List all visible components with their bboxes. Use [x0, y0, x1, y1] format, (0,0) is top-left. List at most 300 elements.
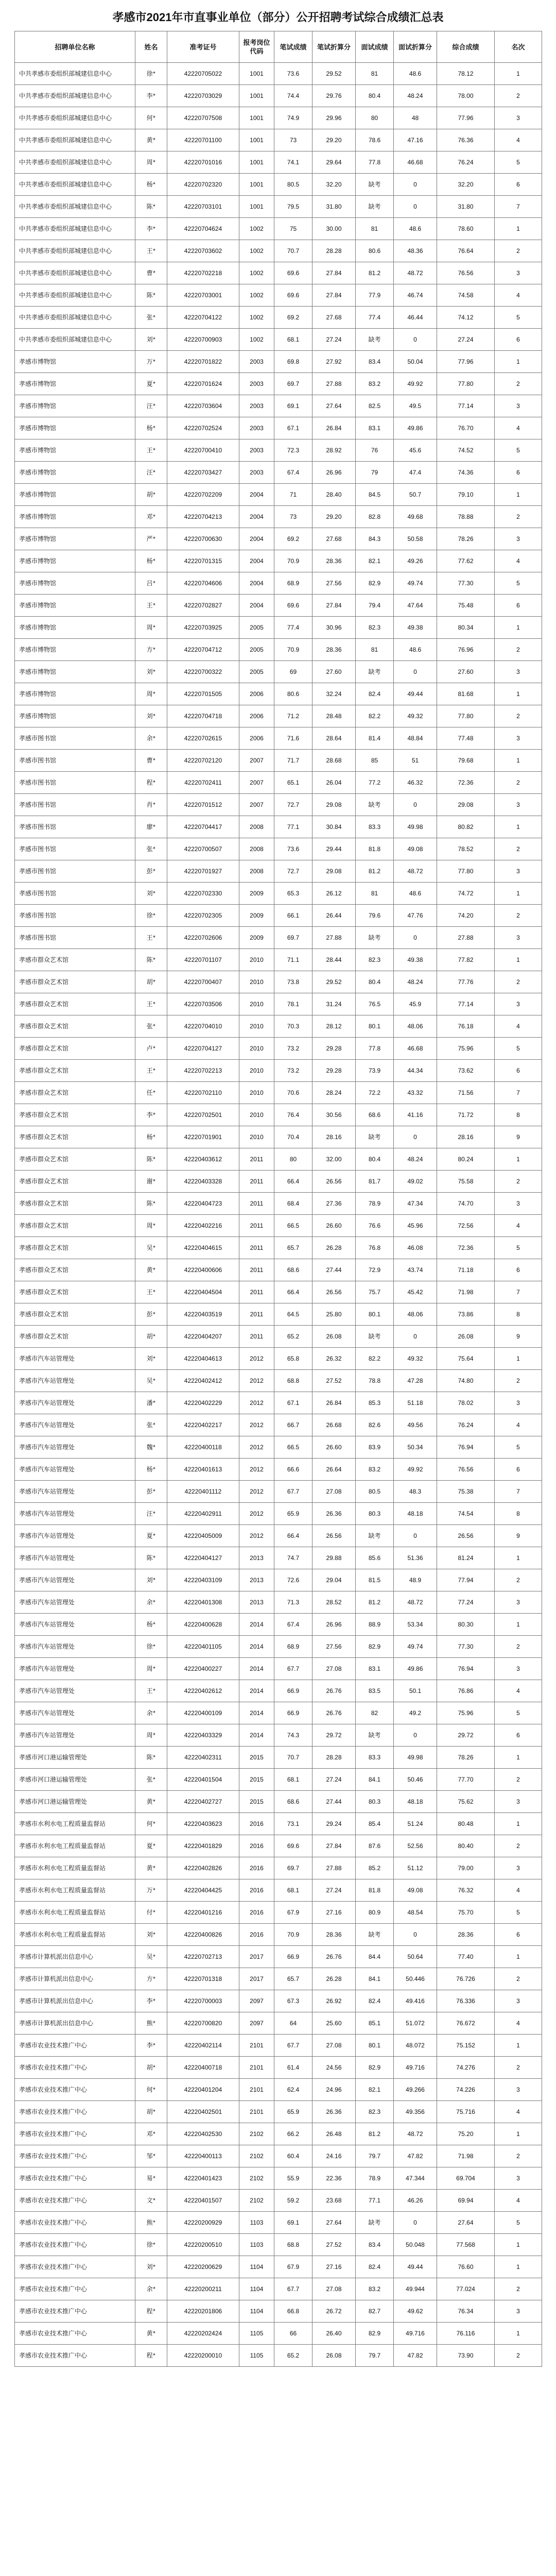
cell-name: 杨*: [135, 550, 167, 572]
cell-written-conv: 26.48: [312, 2123, 356, 2145]
cell-written-conv: 26.56: [312, 1281, 356, 1303]
cell-name: 熊*: [135, 2012, 167, 2035]
cell-total: 76.34: [437, 2300, 495, 2323]
cell-interview-conv: 49.38: [394, 617, 437, 639]
cell-interview: 78.8: [356, 1370, 394, 1392]
cell-interview-conv: 49.5: [394, 395, 437, 417]
cell-ticket: 42220401105: [167, 1636, 239, 1658]
cell-code: 2011: [239, 1193, 274, 1215]
cell-total: 81.24: [437, 1547, 495, 1569]
cell-interview: 77.4: [356, 307, 394, 329]
cell-rank: 4: [495, 1414, 542, 1436]
table-row: [15, 971, 542, 993]
cell-interview: 75.7: [356, 1281, 394, 1303]
cell-code: 2013: [239, 1547, 274, 1569]
cell-written: 80.6: [274, 683, 312, 705]
cell-ticket: 42220401504: [167, 1769, 239, 1791]
cell-code: 2011: [239, 1281, 274, 1303]
cell-total: 80.40: [437, 1835, 495, 1857]
cell-name: 周*: [135, 1724, 167, 1747]
cell-rank: 6: [495, 329, 542, 351]
cell-name: 邓*: [135, 2123, 167, 2145]
table-row: [15, 750, 542, 772]
cell-total: 28.16: [437, 1126, 495, 1148]
cell-interview-conv: 50.7: [394, 484, 437, 506]
cell-code: 2005: [239, 617, 274, 639]
cell-unit: 孝感市群众艺术馆: [15, 1015, 135, 1038]
cell-ticket: 42220402216: [167, 1215, 239, 1237]
cell-unit: 孝感市农业技术推广中心: [15, 2035, 135, 2057]
cell-written-conv: 27.08: [312, 1658, 356, 1680]
table-row: [15, 2101, 542, 2123]
table-row: [15, 1148, 542, 1171]
cell-ticket: 42220402114: [167, 2035, 239, 2057]
table-row: [15, 2057, 542, 2079]
table-row: [15, 262, 542, 284]
cell-total: 71.98: [437, 2145, 495, 2167]
cell-unit: 孝感市农业技术推广中心: [15, 2212, 135, 2234]
cell-interview-conv: 48.6: [394, 218, 437, 240]
cell-unit: 孝感市河口港运输管理处: [15, 1769, 135, 1791]
cell-interview: 82.9: [356, 1636, 394, 1658]
cell-rank: 3: [495, 1791, 542, 1813]
cell-rank: 7: [495, 196, 542, 218]
cell-written: 66.7: [274, 1414, 312, 1436]
table-row: [15, 1171, 542, 1193]
cell-rank: 2: [495, 2057, 542, 2079]
cell-written-conv: 28.36: [312, 1924, 356, 1946]
cell-name: 余*: [135, 727, 167, 750]
cell-written: 65.1: [274, 772, 312, 794]
cell-interview: 84.4: [356, 1946, 394, 1968]
cell-rank: 1: [495, 816, 542, 838]
cell-interview-conv: 49.32: [394, 1348, 437, 1370]
cell-ticket: 42220701318: [167, 1968, 239, 1990]
cell-rank: 7: [495, 1481, 542, 1503]
cell-total: 78.12: [437, 63, 495, 85]
cell-interview-conv: 49.86: [394, 417, 437, 439]
cell-written-conv: 27.24: [312, 1879, 356, 1902]
cell-unit: 孝感市计算机派出信息中心: [15, 1946, 135, 1968]
cell-unit: 孝感市博物馆: [15, 395, 135, 417]
cell-ticket: 42220404207: [167, 1326, 239, 1348]
cell-name: 杨*: [135, 174, 167, 196]
cell-total: 75.62: [437, 1791, 495, 1813]
cell-interview-conv: 49.92: [394, 373, 437, 395]
cell-interview-conv: 41.16: [394, 1104, 437, 1126]
cell-unit: 中共孝感市委组织部城建信息中心: [15, 196, 135, 218]
cell-interview-conv: 49.38: [394, 949, 437, 971]
cell-name: 彭*: [135, 860, 167, 883]
cell-interview: 81.8: [356, 838, 394, 860]
cell-interview-conv: 0: [394, 196, 437, 218]
cell-rank: 2: [495, 2345, 542, 2367]
cell-written-conv: 27.44: [312, 1791, 356, 1813]
cell-total: 76.56: [437, 262, 495, 284]
cell-written-conv: 27.88: [312, 927, 356, 949]
cell-total: 75.716: [437, 2101, 495, 2123]
cell-ticket: 42220401507: [167, 2190, 239, 2212]
cell-total: 29.08: [437, 794, 495, 816]
cell-name: 余*: [135, 1702, 167, 1724]
cell-written-conv: 26.56: [312, 1525, 356, 1547]
cell-interview: 83.2: [356, 373, 394, 395]
cell-interview: 84.1: [356, 1769, 394, 1791]
cell-rank: 4: [495, 129, 542, 151]
cell-interview: 82.4: [356, 1990, 394, 2012]
cell-written-conv: 26.76: [312, 1946, 356, 1968]
cell-rank: 3: [495, 107, 542, 129]
cell-written-conv: 27.24: [312, 329, 356, 351]
cell-written: 70.4: [274, 1126, 312, 1148]
cell-name: 杨*: [135, 417, 167, 439]
cell-written: 67.7: [274, 1481, 312, 1503]
cell-total: 76.116: [437, 2323, 495, 2345]
cell-written: 62.4: [274, 2079, 312, 2101]
cell-ticket: 42220701505: [167, 683, 239, 705]
table-row: [15, 1702, 542, 1724]
cell-written-conv: 32.20: [312, 174, 356, 196]
cell-written-conv: 26.08: [312, 1326, 356, 1348]
cell-name: 程*: [135, 2300, 167, 2323]
cell-total: 72.36: [437, 772, 495, 794]
cell-written-conv: 28.16: [312, 1126, 356, 1148]
table-row: [15, 838, 542, 860]
cell-written-conv: 26.64: [312, 1459, 356, 1481]
cell-written: 74.7: [274, 1547, 312, 1569]
cell-rank: 3: [495, 528, 542, 550]
cell-rank: 1: [495, 2123, 542, 2145]
cell-name: 陈*: [135, 1547, 167, 1569]
cell-total: 77.80: [437, 705, 495, 727]
cell-total: 73.62: [437, 1060, 495, 1082]
cell-written: 65.9: [274, 2101, 312, 2123]
cell-rank: 4: [495, 1680, 542, 1702]
cell-unit: 孝感市水利水电工程质量监督站: [15, 1813, 135, 1835]
cell-name: 彭*: [135, 1481, 167, 1503]
cell-written: 65.2: [274, 2345, 312, 2367]
table-row: [15, 1414, 542, 1436]
cell-ticket: 42220704624: [167, 218, 239, 240]
cell-unit: 孝感市水利水电工程质量监督站: [15, 1857, 135, 1879]
cell-unit: 孝感市博物馆: [15, 595, 135, 617]
cell-code: 2014: [239, 1636, 274, 1658]
cell-interview-conv: 51.18: [394, 1392, 437, 1414]
cell-rank: 1: [495, 949, 542, 971]
cell-interview: 83.1: [356, 1658, 394, 1680]
cell-written-conv: 26.68: [312, 1414, 356, 1436]
cell-written: 70.7: [274, 240, 312, 262]
cell-written-conv: 27.52: [312, 2234, 356, 2256]
cell-name: 李*: [135, 1990, 167, 2012]
col-header-code: 报考岗位代码: [239, 31, 274, 63]
cell-name: 万*: [135, 1879, 167, 1902]
cell-name: 王*: [135, 993, 167, 1015]
table-row: [15, 2145, 542, 2167]
cell-written-conv: 26.56: [312, 1171, 356, 1193]
cell-unit: 孝感市图书馆: [15, 727, 135, 750]
cell-unit: 中共孝感市委组织部城建信息中心: [15, 307, 135, 329]
cell-rank: 7: [495, 1281, 542, 1303]
cell-total: 77.80: [437, 860, 495, 883]
cell-written: 69.6: [274, 284, 312, 307]
cell-total: 77.24: [437, 1591, 495, 1614]
cell-unit: 孝感市汽车站管理处: [15, 1658, 135, 1680]
cell-interview: 缺考: [356, 1326, 394, 1348]
cell-written-conv: 27.56: [312, 1636, 356, 1658]
table-row: [15, 617, 542, 639]
cell-code: 2004: [239, 572, 274, 595]
cell-code: 2006: [239, 727, 274, 750]
cell-rank: 1: [495, 750, 542, 772]
cell-written: 72.7: [274, 860, 312, 883]
cell-ticket: 42220702501: [167, 1104, 239, 1126]
cell-code: 2101: [239, 2101, 274, 2123]
table-row: [15, 1968, 542, 1990]
cell-name: 黄*: [135, 1259, 167, 1281]
cell-interview: 84.3: [356, 528, 394, 550]
cell-total: 75.96: [437, 1702, 495, 1724]
cell-name: 王*: [135, 439, 167, 462]
cell-rank: 2: [495, 1769, 542, 1791]
cell-rank: 4: [495, 550, 542, 572]
cell-interview-conv: 45.6: [394, 439, 437, 462]
cell-total: 77.96: [437, 107, 495, 129]
cell-interview: 85.1: [356, 2012, 394, 2035]
cell-written-conv: 27.08: [312, 2278, 356, 2300]
cell-unit: 孝感市汽车站管理处: [15, 1702, 135, 1724]
cell-name: 陈*: [135, 284, 167, 307]
cell-interview-conv: 49.98: [394, 816, 437, 838]
cell-written: 65.8: [274, 1348, 312, 1370]
cell-rank: 5: [495, 1702, 542, 1724]
cell-rank: 5: [495, 439, 542, 462]
cell-unit: 孝感市汽车站管理处: [15, 1680, 135, 1702]
cell-name: 程*: [135, 772, 167, 794]
table-row: [15, 1747, 542, 1769]
cell-ticket: 42220400628: [167, 1614, 239, 1636]
cell-ticket: 42220702218: [167, 262, 239, 284]
cell-unit: 孝感市农业技术推广中心: [15, 2323, 135, 2345]
cell-interview-conv: 48.072: [394, 2035, 437, 2057]
cell-written-conv: 28.64: [312, 727, 356, 750]
cell-interview-conv: 49.416: [394, 1990, 437, 2012]
cell-interview: 83.9: [356, 1436, 394, 1459]
col-header-written-conv: 笔试折算分: [312, 31, 356, 63]
table-row: [15, 351, 542, 373]
cell-interview: 83.3: [356, 816, 394, 838]
cell-written-conv: 26.60: [312, 1436, 356, 1459]
cell-written-conv: 28.12: [312, 1015, 356, 1038]
cell-name: 张*: [135, 1769, 167, 1791]
cell-code: 2009: [239, 927, 274, 949]
cell-name: 谢*: [135, 1171, 167, 1193]
table-row: [15, 2079, 542, 2101]
cell-name: 周*: [135, 683, 167, 705]
cell-unit: 中共孝感市委组织部城建信息中心: [15, 262, 135, 284]
cell-written: 66.4: [274, 1171, 312, 1193]
cell-total: 76.70: [437, 417, 495, 439]
cell-written: 67.4: [274, 462, 312, 484]
table-row: [15, 462, 542, 484]
cell-code: 2102: [239, 2123, 274, 2145]
table-row: [15, 1392, 542, 1414]
table-row: [15, 1060, 542, 1082]
cell-interview: 72.2: [356, 1082, 394, 1104]
cell-ticket: 42220702615: [167, 727, 239, 750]
cell-name: 王*: [135, 1281, 167, 1303]
table-row: [15, 307, 542, 329]
cell-written-conv: 29.96: [312, 107, 356, 129]
cell-interview: 83.5: [356, 1680, 394, 1702]
table-row: [15, 85, 542, 107]
cell-written: 73.6: [274, 63, 312, 85]
cell-ticket: 42220701822: [167, 351, 239, 373]
cell-interview: 76.6: [356, 1215, 394, 1237]
cell-total: 79.10: [437, 484, 495, 506]
cell-total: 76.32: [437, 1879, 495, 1902]
cell-unit: 孝感市博物馆: [15, 617, 135, 639]
cell-code: 2102: [239, 2190, 274, 2212]
cell-interview: 81: [356, 639, 394, 661]
cell-interview-conv: 45.42: [394, 1281, 437, 1303]
table-row: [15, 1724, 542, 1747]
cell-code: 2009: [239, 905, 274, 927]
cell-total: 76.726: [437, 1968, 495, 1990]
table-row: [15, 949, 542, 971]
cell-written: 69.6: [274, 1835, 312, 1857]
cell-code: 2102: [239, 2167, 274, 2190]
cell-total: 80.82: [437, 816, 495, 838]
cell-rank: 5: [495, 1237, 542, 1259]
cell-written-conv: 27.68: [312, 528, 356, 550]
cell-total: 80.30: [437, 1614, 495, 1636]
cell-unit: 中共孝感市委组织部城建信息中心: [15, 240, 135, 262]
cell-interview-conv: 48.36: [394, 240, 437, 262]
table-row: [15, 772, 542, 794]
cell-name: 刘*: [135, 1348, 167, 1370]
table-row: [15, 2256, 542, 2278]
cell-name: 王*: [135, 595, 167, 617]
cell-written-conv: 26.44: [312, 905, 356, 927]
cell-written-conv: 26.12: [312, 883, 356, 905]
cell-ticket: 42220701315: [167, 550, 239, 572]
cell-ticket: 42220200510: [167, 2234, 239, 2256]
table-row: [15, 528, 542, 550]
cell-written: 70.3: [274, 1015, 312, 1038]
cell-name: 黄*: [135, 2323, 167, 2345]
cell-name: 何*: [135, 1813, 167, 1835]
cell-ticket: 42220404615: [167, 1237, 239, 1259]
cell-name: 李*: [135, 85, 167, 107]
cell-written: 74.9: [274, 107, 312, 129]
cell-interview-conv: 49.944: [394, 2278, 437, 2300]
table-row: [15, 905, 542, 927]
cell-total: 77.70: [437, 1769, 495, 1791]
cell-unit: 孝感市图书馆: [15, 772, 135, 794]
cell-code: 2009: [239, 883, 274, 905]
cell-interview: 80.3: [356, 1503, 394, 1525]
cell-interview-conv: 48.72: [394, 2123, 437, 2145]
cell-written-conv: 26.28: [312, 1968, 356, 1990]
cell-unit: 孝感市农业技术推广中心: [15, 2256, 135, 2278]
cell-ticket: 42220702305: [167, 905, 239, 927]
cell-interview: 80.3: [356, 1791, 394, 1813]
table-row: [15, 2167, 542, 2190]
cell-rank: 1: [495, 1614, 542, 1636]
cell-code: 2003: [239, 373, 274, 395]
cell-interview-conv: 47.64: [394, 595, 437, 617]
cell-unit: 中共孝感市委组织部城建信息中心: [15, 151, 135, 174]
cell-interview-conv: 49.92: [394, 1459, 437, 1481]
table-row: [15, 1503, 542, 1525]
cell-rank: 9: [495, 1525, 542, 1547]
cell-code: 2012: [239, 1436, 274, 1459]
cell-interview-conv: 49.08: [394, 838, 437, 860]
cell-rank: 3: [495, 395, 542, 417]
cell-interview-conv: 51.24: [394, 1813, 437, 1835]
cell-written-conv: 29.20: [312, 129, 356, 151]
cell-written-conv: 27.84: [312, 1835, 356, 1857]
cell-interview-conv: 48.6: [394, 883, 437, 905]
cell-code: 2010: [239, 1126, 274, 1148]
cell-rank: 6: [495, 174, 542, 196]
cell-unit: 孝感市图书馆: [15, 927, 135, 949]
cell-interview: 81.5: [356, 1569, 394, 1591]
score-table: [14, 31, 542, 2367]
cell-ticket: 42220402311: [167, 1747, 239, 1769]
cell-interview-conv: 49.02: [394, 1171, 437, 1193]
cell-total: 77.40: [437, 1946, 495, 1968]
cell-interview-conv: 0: [394, 1326, 437, 1348]
cell-written: 70.6: [274, 1082, 312, 1104]
cell-name: 刘*: [135, 2256, 167, 2278]
table-row: [15, 2300, 542, 2323]
cell-name: 杨*: [135, 1614, 167, 1636]
cell-unit: 中共孝感市委组织部城建信息中心: [15, 284, 135, 307]
cell-rank: 9: [495, 1326, 542, 1348]
cell-rank: 1: [495, 2035, 542, 2057]
cell-interview-conv: 50.446: [394, 1968, 437, 1990]
cell-name: 付*: [135, 1902, 167, 1924]
cell-ticket: 42220400109: [167, 1702, 239, 1724]
table-row: [15, 2323, 542, 2345]
cell-name: 张*: [135, 838, 167, 860]
cell-total: 71.56: [437, 1082, 495, 1104]
cell-unit: 孝感市群众艺术馆: [15, 1215, 135, 1237]
cell-interview-conv: 51.072: [394, 2012, 437, 2035]
cell-interview-conv: 49.32: [394, 705, 437, 727]
cell-total: 76.64: [437, 240, 495, 262]
cell-interview-conv: 0: [394, 1724, 437, 1747]
cell-written: 71: [274, 484, 312, 506]
table-row: [15, 2212, 542, 2234]
cell-code: 2012: [239, 1370, 274, 1392]
cell-code: 2004: [239, 550, 274, 572]
cell-rank: 1: [495, 218, 542, 240]
cell-ticket: 42220400826: [167, 1924, 239, 1946]
cell-ticket: 42220700003: [167, 1990, 239, 2012]
cell-unit: 孝感市水利水电工程质量监督站: [15, 1924, 135, 1946]
cell-interview-conv: 46.68: [394, 151, 437, 174]
table-row: [15, 395, 542, 417]
cell-written: 73.8: [274, 971, 312, 993]
cell-code: 2010: [239, 1060, 274, 1082]
cell-total: 78.26: [437, 528, 495, 550]
table-row: [15, 572, 542, 595]
cell-code: 2007: [239, 794, 274, 816]
cell-unit: 孝感市博物馆: [15, 528, 135, 550]
